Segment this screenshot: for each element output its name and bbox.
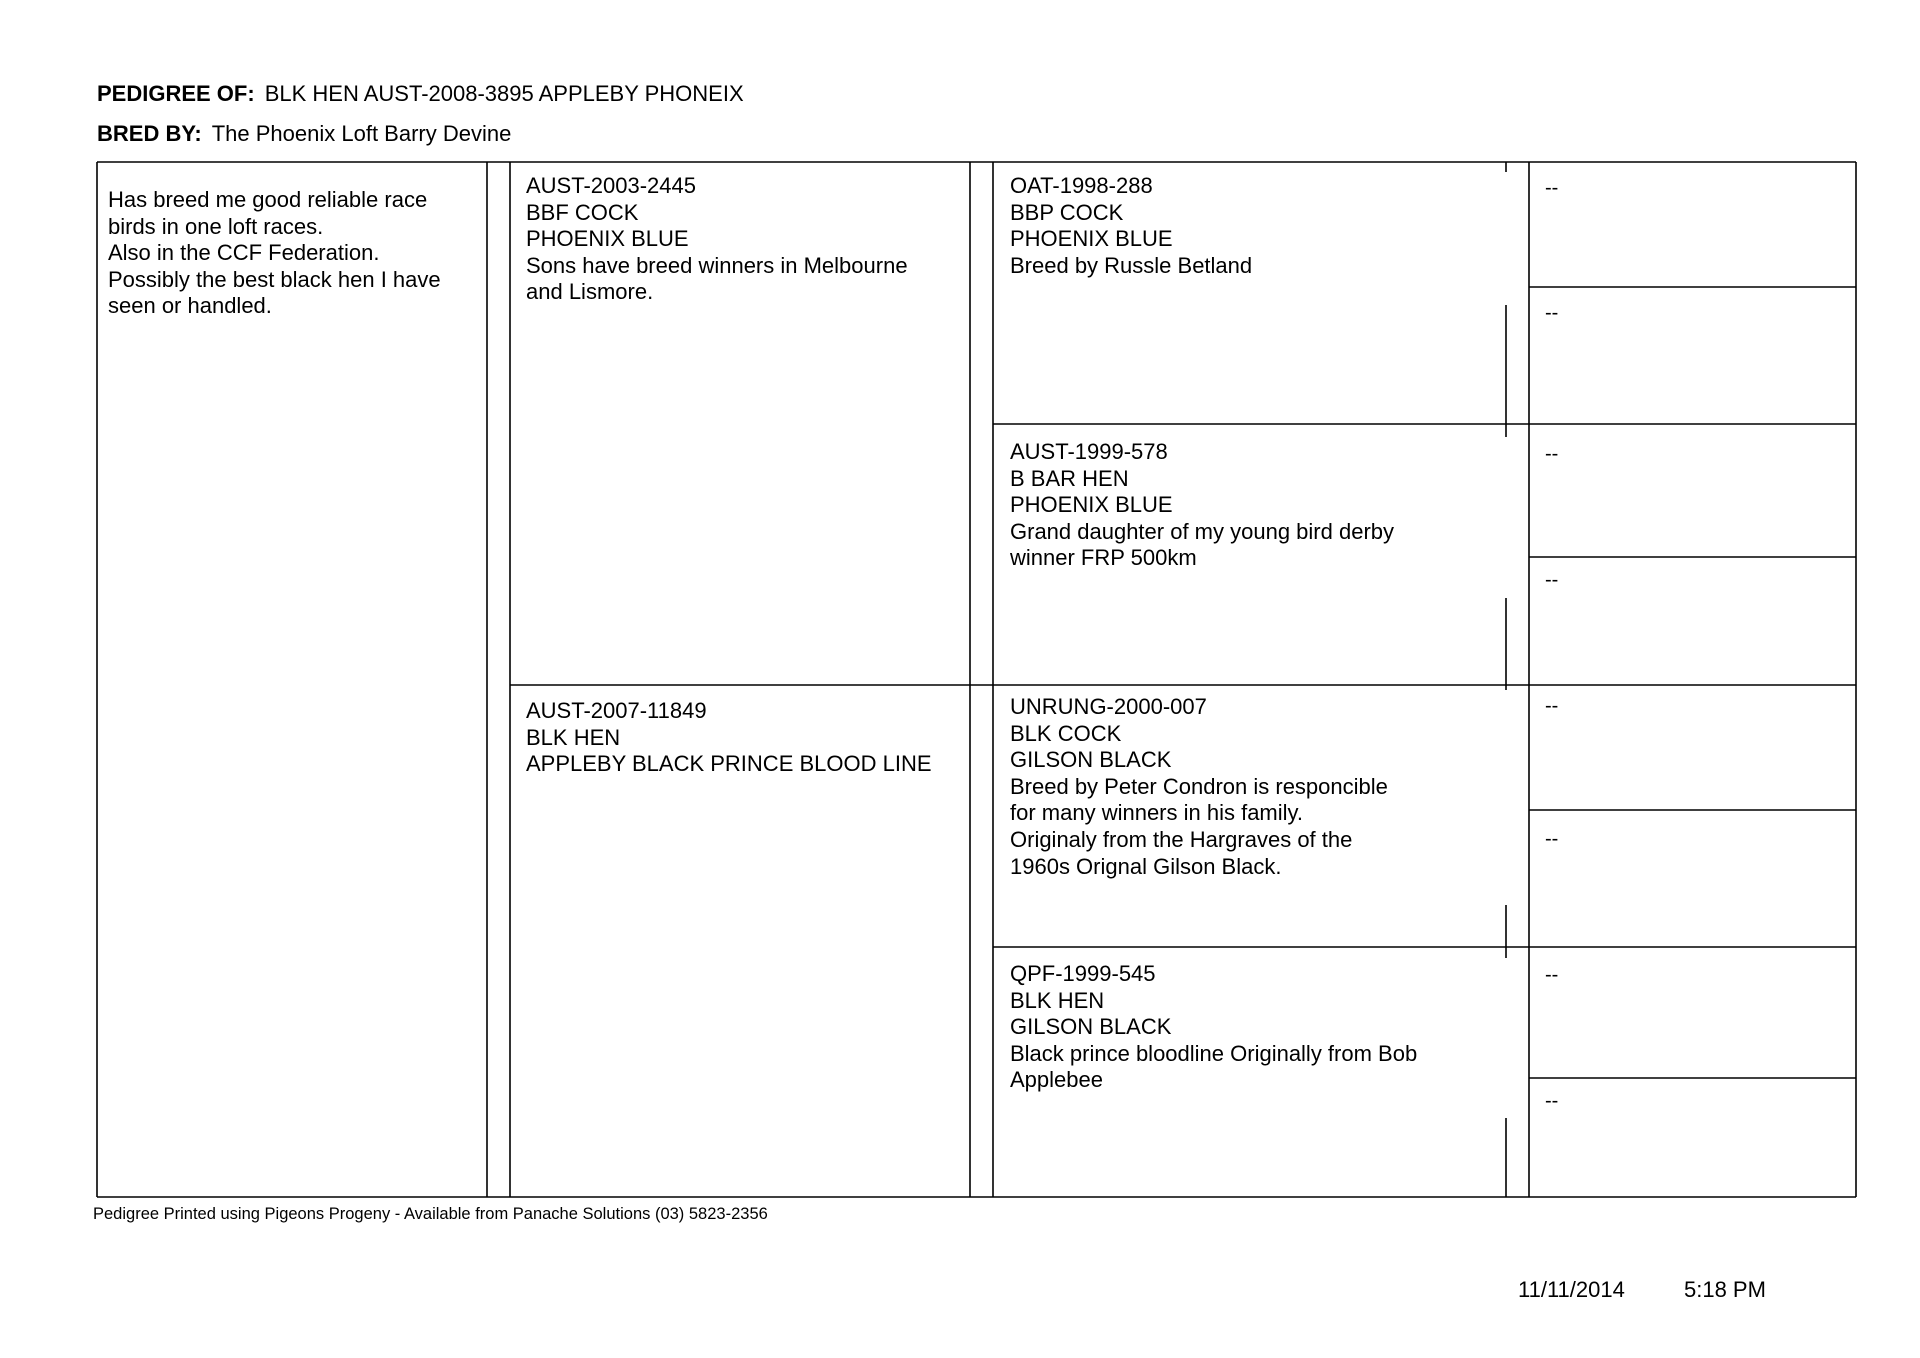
- bred-by-value: The Phoenix Loft Barry Devine: [211, 121, 512, 146]
- great-grandparent-8: --: [1545, 1090, 1559, 1112]
- pedigree-of-label: PEDIGREE OF:: [97, 81, 255, 106]
- print-date: 11/11/2014: [1518, 1277, 1625, 1302]
- great-grandparent-6: --: [1545, 828, 1559, 850]
- great-grandparent-7: --: [1545, 964, 1559, 986]
- great-grandparent-1: --: [1545, 177, 1559, 199]
- great-grandparent-2: --: [1545, 302, 1559, 324]
- subject-notes: Has breed me good reliable race birds in one loft races. Also in the CCF Federation. Possibly the best black hen I have seen or handled.: [108, 187, 441, 319]
- print-time: 5:18 PM: [1684, 1277, 1766, 1302]
- great-grandparent-4: --: [1545, 569, 1559, 591]
- sire-sire-entry: OAT-1998-288 BBP COCK PHOENIX BLUE Breed by Russle Betland: [1010, 173, 1253, 278]
- dam-entry: AUST-2007-11849 BLK HEN APPLEBY BLACK PRINCE BLOOD LINE: [526, 698, 932, 777]
- pedigree-of-value: BLK HEN AUST-2008-3895 APPLEBY PHONEIX: [264, 81, 744, 106]
- sire-entry: AUST-2003-2445 BBF COCK PHOENIX BLUE Sons have breed winners in Melbourne and Lismore.: [526, 173, 908, 305]
- sire-dam-entry: AUST-1999-578 B BAR HEN PHOENIX BLUE Grand daughter of my young bird derby winner FRP 500km: [1010, 439, 1395, 571]
- footer-credit: Pedigree Printed using Pigeons Progeny - Available from Panache Solutions (03) 5823-2356: [93, 1205, 768, 1223]
- bred-by-label: BRED BY:: [97, 121, 202, 146]
- great-grandparent-3: --: [1545, 443, 1559, 465]
- great-grandparent-5: --: [1545, 695, 1559, 717]
- dam-dam-entry: QPF-1999-545 BLK HEN GILSON BLACK Black prince bloodline Originally from Bob Applebee: [1010, 961, 1418, 1093]
- dam-sire-entry: UNRUNG-2000-007 BLK COCK GILSON BLACK Breed by Peter Condron is responcible for many winners in his family. Originaly from the Hargraves of the 1960s Orignal Gilson Black.: [1010, 694, 1388, 879]
